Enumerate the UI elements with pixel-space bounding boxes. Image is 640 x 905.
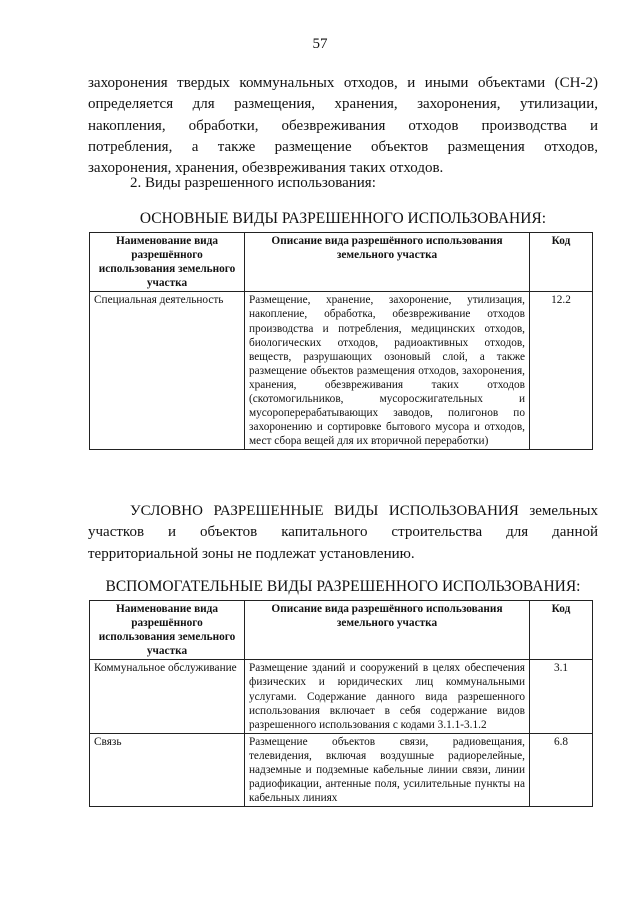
- row-name: Коммунальное обслуживание: [90, 660, 245, 733]
- header-code: Код: [530, 233, 593, 292]
- intro-line: накопления, обработки, обезвреживания отходов производства и: [88, 117, 598, 134]
- page-number: 57: [312, 36, 328, 52]
- table-row: [90, 292, 593, 450]
- row-code: 3.1: [530, 660, 593, 733]
- aux-uses-title: ВСПОМОГАТЕЛЬНЫЕ ВИДЫ РАЗРЕШЕННОГО ИСПОЛЬЗОВАНИЯ:: [105, 578, 581, 595]
- row-description: Размещение зданий и сооружений в целях обеспечения физических и юридических лиц коммунальными услугами. Содержание данного вида разрешенного использования включает в себя содержание видов разрешенного использования с кодами 3.1.1-3.1.2: [245, 660, 530, 733]
- row-code: 12.2: [530, 292, 593, 450]
- row-code: 6.8: [530, 733, 593, 806]
- conditional-line: территориальной зоны не подлежат установлению.: [88, 545, 415, 562]
- header-description: Описание вида разрешённого использования земельного участка: [245, 233, 530, 292]
- intro-paragraph: [88, 73, 598, 179]
- table-row: [90, 660, 593, 733]
- row-description: Размещение объектов связи, радиовещания, телевидения, включая воздушные радиорелейные, надземные и подземные кабельные линии связи, линии радиофикации, антенные поля, усилительные пункты на кабельных линиях: [245, 733, 530, 806]
- row-name: Связь: [90, 733, 245, 806]
- header-name: Наименование вида разрешённого использования земельного участка: [90, 233, 245, 292]
- table-row: [90, 733, 593, 806]
- conditional-uses-paragraph: [88, 501, 598, 565]
- header-name: Наименование вида разрешённого использования земельного участка: [90, 601, 245, 660]
- list-item-2: 2. Виды разрешенного использования:: [130, 175, 376, 191]
- header-description: Описание вида разрешённого использования земельного участка: [245, 601, 530, 660]
- aux-uses-table: [89, 600, 593, 807]
- intro-line: потребления, а также размещение объектов размещения отходов,: [88, 138, 598, 155]
- main-uses-title: ОСНОВНЫЕ ВИДЫ РАЗРЕШЕННОГО ИСПОЛЬЗОВАНИЯ:: [139, 210, 547, 227]
- row-name: Специальная деятельность: [90, 292, 245, 450]
- intro-line: определяется для размещения, хранения, захоронения, утилизации,: [88, 96, 598, 113]
- header-code: Код: [530, 601, 593, 660]
- table-header-row: [90, 233, 593, 292]
- intro-line: захоронения твердых коммунальных отходов, и иными объектами (СН-2): [88, 75, 598, 91]
- row-description: Размещение, хранение, захоронение, утилизация, накопление, обработка, обезвреживание отходов производства и потребления, медицинских отходов, биологических отходов, радиоактивных отходов, веществ, разрушающих озоновый слой, а также размещение объектов размещения отходов, захоронения, хранения, обезвреживания таких отходов (скотомогильников, мусоросжигательных и мусороперерабатывающих заводов, полигонов по захоронению и сортировке бытового мусора и отходов, мест сбора вещей для их вторичной переработки): [245, 292, 530, 450]
- table-header-row: [90, 601, 593, 660]
- intro-line: захоронения, хранения, обезвреживания таких отходов.: [88, 160, 444, 177]
- conditional-line: УСЛОВНО РАЗРЕШЕННЫЕ ВИДЫ ИСПОЛЬЗОВАНИЯ земельных: [130, 503, 598, 519]
- main-uses-table: [89, 232, 593, 450]
- conditional-line: участков и объектов капитального строительства для данной: [88, 524, 598, 541]
